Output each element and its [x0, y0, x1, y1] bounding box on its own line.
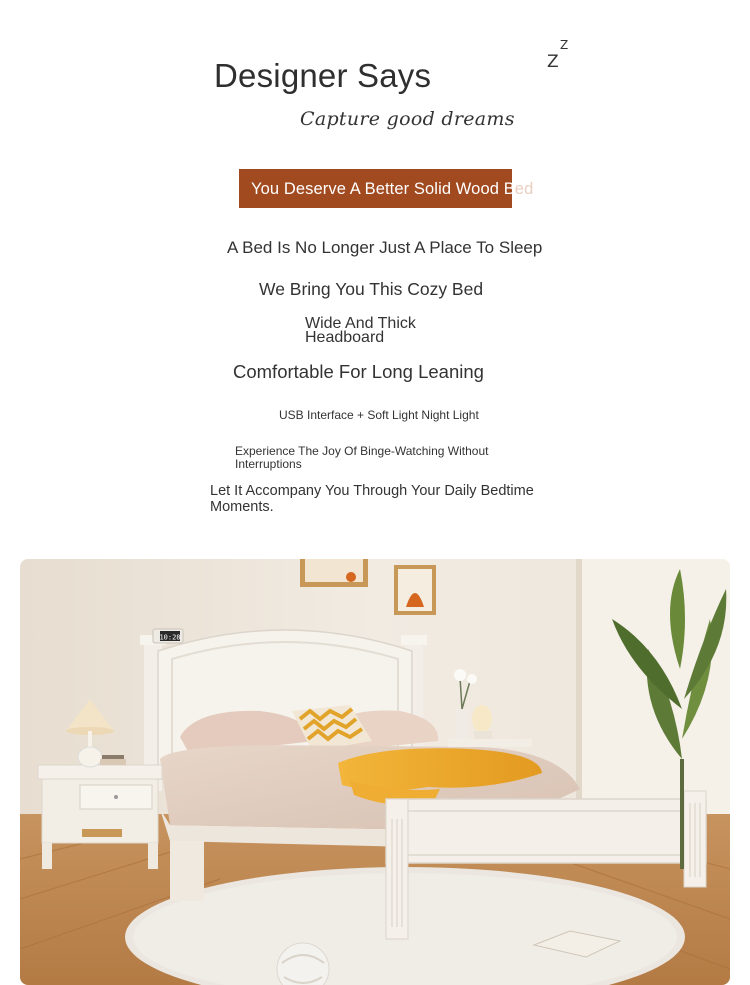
banner-text — [251, 180, 533, 199]
zz-small-letter: Z — [560, 38, 569, 52]
bedroom-product-photo — [20, 559, 730, 985]
feature-line-3: Wide And Thick Headboard — [305, 315, 416, 346]
clock-display-text: 10:28 — [159, 633, 181, 642]
feature-line-4: Comfortable For Long Leaning — [233, 361, 484, 382]
sleep-zz-icon — [544, 38, 574, 74]
page-title: Designer Says — [214, 57, 432, 94]
banner-text-fade: ed — [514, 180, 534, 198]
feature-line-1: A Bed Is No Longer Just A Place To Sleep — [227, 238, 543, 257]
feature-line-6: Experience The Joy Of Binge-Watching Without Interruptions — [235, 444, 489, 471]
feature-line-7: Let It Accompany You Through Your Daily Bedtime Moments. — [210, 483, 534, 515]
banner-text-main: You Deserve A Better Solid Wood B — [251, 180, 515, 198]
feature-line-2: We Bring You This Cozy Bed — [259, 279, 484, 299]
zz-large-letter: Z — [547, 52, 559, 72]
feature-line-5: USB Interface + Soft Light Night Light — [279, 408, 479, 422]
script-subtitle: Capture good dreams — [300, 108, 515, 130]
